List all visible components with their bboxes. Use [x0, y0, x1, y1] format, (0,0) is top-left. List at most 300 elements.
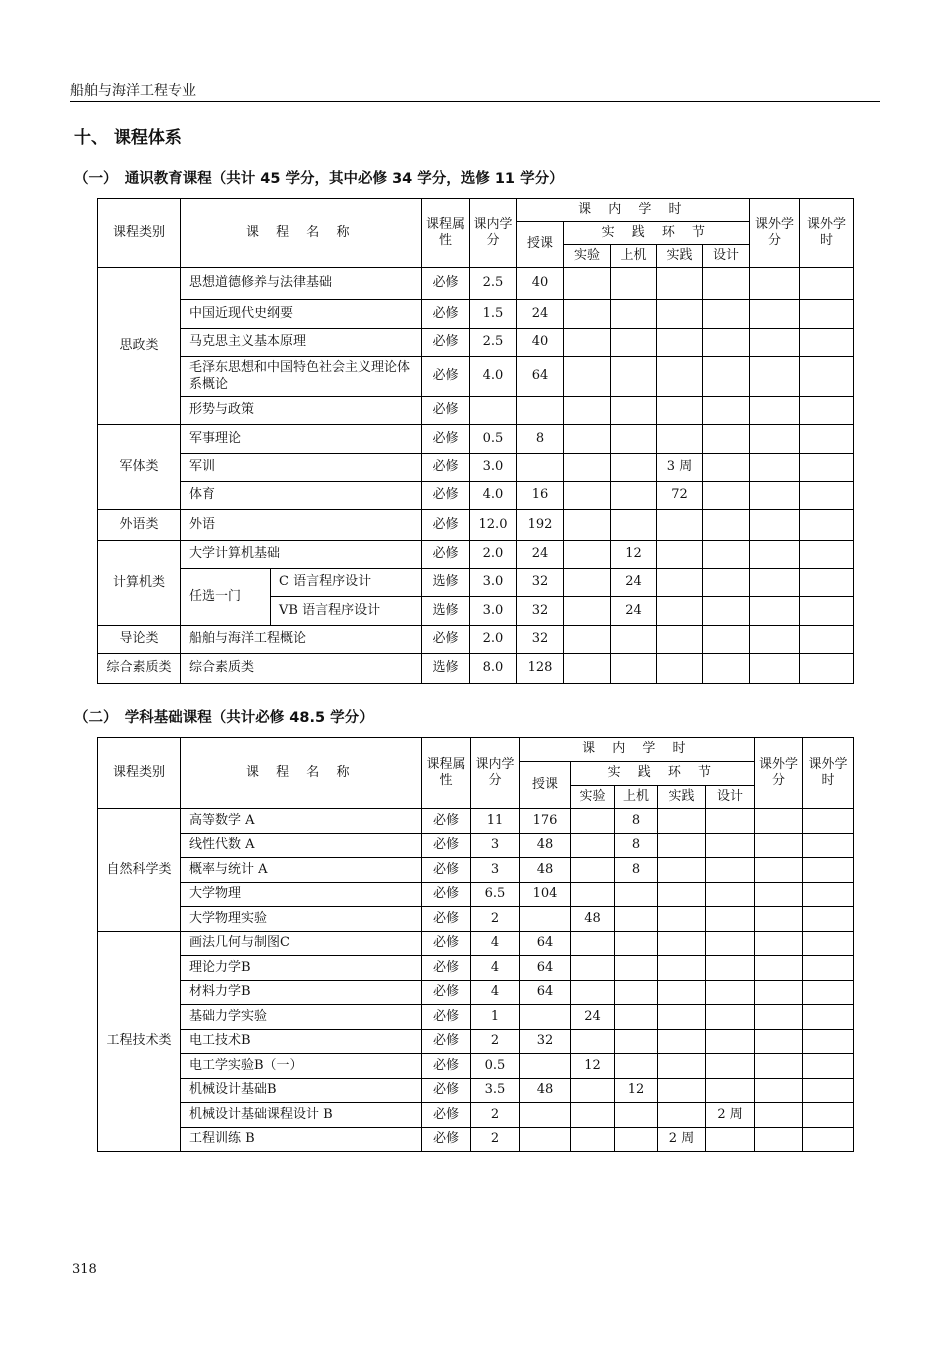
cell-ext-credit [755, 809, 803, 834]
cell-prac [657, 597, 703, 626]
cell-computer [615, 956, 658, 981]
table-row [98, 510, 854, 541]
header-credit: 课内学分 [471, 738, 520, 809]
course-name: 船舶与海洋工程概论 [181, 626, 422, 654]
cell-design [703, 654, 750, 684]
cell-credit: 2.0 [470, 626, 517, 654]
cell-prac [657, 425, 703, 454]
cell-lecture: 48 [520, 1078, 571, 1103]
table-row [98, 626, 854, 654]
table-row [98, 858, 854, 883]
category-cell: 自然科学类 [98, 809, 181, 932]
cell-lab [564, 626, 611, 654]
cell-attr: 必修 [422, 1029, 471, 1054]
table-row [98, 956, 854, 981]
category-cell: 思政类 [98, 268, 181, 425]
cell-ext-hours [800, 541, 854, 569]
cell-computer [611, 482, 657, 510]
cell-ext-credit [750, 300, 800, 329]
cell-prac [657, 541, 703, 569]
course-name: 电工学实验B（一） [181, 1054, 422, 1079]
cell-design [703, 510, 750, 541]
cell-computer [611, 300, 657, 329]
cell-prac [657, 357, 703, 397]
cell-ext-credit [750, 510, 800, 541]
cell-ext-hours [803, 1127, 854, 1152]
course-name: 形势与政策 [181, 397, 422, 425]
running-header: 船舶与海洋工程专业 [70, 83, 196, 99]
cell-lecture: 24 [517, 300, 564, 329]
cell-credit: 2.5 [470, 329, 517, 357]
cell-attr: 必修 [422, 541, 470, 569]
cell-prac [657, 510, 703, 541]
cell-ext-hours [800, 357, 854, 397]
cell-ext-credit [755, 858, 803, 883]
cell-prac [658, 907, 706, 932]
cell-credit: 3 [471, 858, 520, 883]
cell-lecture [520, 1005, 571, 1030]
cell-credit: 2 [471, 1029, 520, 1054]
category-cell: 军体类 [98, 425, 181, 510]
cell-lab: 24 [571, 1005, 615, 1030]
cell-credit: 6.5 [471, 882, 520, 907]
cell-prac [657, 397, 703, 425]
course-name: 机械设计基础B [181, 1078, 422, 1103]
cell-lab [571, 1078, 615, 1103]
table-row [98, 931, 854, 956]
cell-lab [564, 597, 611, 626]
cell-ext-credit [755, 980, 803, 1005]
cell-lab [571, 980, 615, 1005]
table-row [98, 1103, 854, 1128]
table-row [98, 268, 854, 300]
cell-design [703, 425, 750, 454]
course-name: 马克思主义基本原理 [181, 329, 422, 357]
cell-attr: 必修 [422, 882, 471, 907]
course-name: 材料力学B [181, 980, 422, 1005]
cell-ext-hours [800, 454, 854, 482]
cell-ext-credit [750, 569, 800, 597]
cell-design [706, 1005, 755, 1030]
cell-design [706, 980, 755, 1005]
cell-ext-credit [750, 425, 800, 454]
cell-lab [571, 858, 615, 883]
cell-prac: 3 周 [657, 454, 703, 482]
cell-design [703, 454, 750, 482]
cell-lab [564, 454, 611, 482]
cell-computer [615, 1127, 658, 1152]
cell-design [706, 1029, 755, 1054]
cell-credit: 0.5 [470, 425, 517, 454]
cell-design [703, 541, 750, 569]
cell-lecture: 32 [517, 597, 564, 626]
table-row [98, 569, 854, 597]
course-name: C 语言程序设计 [271, 569, 422, 597]
cell-computer [615, 931, 658, 956]
cell-computer [615, 1054, 658, 1079]
course-name: 大学物理实验 [181, 907, 422, 932]
table-row [98, 357, 854, 397]
cell-ext-credit [750, 268, 800, 300]
table-row [98, 882, 854, 907]
table-row [98, 329, 854, 357]
cell-computer: 12 [615, 1078, 658, 1103]
cell-computer [615, 980, 658, 1005]
category-cell: 外语类 [98, 510, 181, 541]
table2-title: （二） 学科基础课程（共计必修 48.5 学分） [74, 710, 374, 726]
cell-attr: 必修 [422, 1005, 471, 1030]
cell-prac [657, 300, 703, 329]
discipline-basic-table [97, 737, 854, 1152]
category-cell: 工程技术类 [98, 931, 181, 1152]
cell-lecture: 48 [520, 833, 571, 858]
cell-attr: 必修 [422, 858, 471, 883]
cell-design [706, 882, 755, 907]
cell-design: 2 周 [706, 1103, 755, 1128]
course-name: 基础力学实验 [181, 1005, 422, 1030]
cell-computer [611, 268, 657, 300]
cell-design [706, 833, 755, 858]
cell-lab [564, 482, 611, 510]
header-prac: 实践 [658, 786, 706, 809]
header-lab: 实验 [564, 245, 611, 268]
cell-credit: 0.5 [471, 1054, 520, 1079]
cell-prac [658, 1029, 706, 1054]
cell-credit: 2 [471, 1103, 520, 1128]
header-practice: 实 践 环 节 [564, 222, 750, 245]
cell-lab [564, 300, 611, 329]
cell-design [703, 268, 750, 300]
cell-credit: 2.0 [470, 541, 517, 569]
cell-credit: 1 [471, 1005, 520, 1030]
cell-computer [611, 425, 657, 454]
header-lab: 实验 [571, 786, 615, 809]
table-row [98, 654, 854, 684]
page-number: 318 [72, 1262, 97, 1277]
cell-lecture [517, 397, 564, 425]
cell-ext-credit [755, 882, 803, 907]
header-course-name: 课 程 名 称 [181, 738, 422, 809]
cell-prac [658, 833, 706, 858]
cell-prac [657, 654, 703, 684]
cell-attr: 必修 [422, 329, 470, 357]
header-category: 课程类别 [98, 738, 181, 809]
table-row [98, 482, 854, 510]
cell-credit: 2 [471, 1127, 520, 1152]
cell-prac [658, 931, 706, 956]
header-ext-hours: 课外学时 [800, 199, 854, 268]
cell-design [706, 1054, 755, 1079]
table-row [98, 541, 854, 569]
cell-lecture: 40 [517, 268, 564, 300]
header-credit: 课内学分 [470, 199, 517, 268]
cell-credit: 2.5 [470, 268, 517, 300]
cell-credit: 8.0 [470, 654, 517, 684]
cell-ext-credit [755, 931, 803, 956]
cell-lecture: 104 [520, 882, 571, 907]
cell-computer: 24 [611, 569, 657, 597]
cell-ext-credit [755, 1127, 803, 1152]
cell-attr: 必修 [422, 482, 470, 510]
cell-ext-hours [800, 626, 854, 654]
table-row [98, 833, 854, 858]
course-name: VB 语言程序设计 [271, 597, 422, 626]
cell-lab [571, 1127, 615, 1152]
cell-computer [611, 397, 657, 425]
cell-computer [615, 1103, 658, 1128]
cell-ext-hours [803, 833, 854, 858]
table-row [98, 1005, 854, 1030]
cell-prac [658, 1005, 706, 1030]
category-cell: 计算机类 [98, 541, 181, 626]
table1-title: （一） 通识教育课程（共计 45 学分，其中必修 34 学分，选修 11 学分） [74, 171, 564, 187]
cell-attr: 必修 [422, 268, 470, 300]
cell-ext-hours [800, 329, 854, 357]
cell-credit [470, 397, 517, 425]
table-row [98, 1078, 854, 1103]
cell-attr: 必修 [422, 809, 471, 834]
cell-computer: 24 [611, 597, 657, 626]
cell-ext-hours [803, 1029, 854, 1054]
cell-computer [611, 454, 657, 482]
cell-computer: 12 [611, 541, 657, 569]
choose-one-cell: 任选一门 [181, 569, 271, 626]
course-name: 综合素质类 [181, 654, 422, 684]
cell-lab [571, 931, 615, 956]
cell-credit: 2 [471, 907, 520, 932]
cell-design [706, 858, 755, 883]
cell-lab: 12 [571, 1054, 615, 1079]
cell-computer [615, 907, 658, 932]
cell-design [703, 569, 750, 597]
cell-lab [571, 956, 615, 981]
cell-lecture: 64 [520, 931, 571, 956]
cell-attr: 必修 [422, 980, 471, 1005]
cell-attr: 必修 [422, 833, 471, 858]
cell-attr: 选修 [422, 654, 470, 684]
header-design: 设计 [703, 245, 750, 268]
cell-credit: 4 [471, 931, 520, 956]
cell-lab [564, 357, 611, 397]
cell-prac [658, 809, 706, 834]
cell-ext-hours [800, 397, 854, 425]
cell-ext-hours [800, 482, 854, 510]
cell-attr: 必修 [422, 1103, 471, 1128]
cell-design [703, 300, 750, 329]
cell-prac: 72 [657, 482, 703, 510]
cell-computer [611, 329, 657, 357]
cell-ext-credit [750, 597, 800, 626]
cell-ext-credit [750, 626, 800, 654]
cell-computer [611, 654, 657, 684]
cell-ext-hours [800, 510, 854, 541]
cell-ext-hours [803, 809, 854, 834]
cell-lab [571, 1103, 615, 1128]
table-row [98, 980, 854, 1005]
cell-credit: 3.0 [470, 597, 517, 626]
cell-ext-hours [803, 1078, 854, 1103]
course-name: 毛泽东思想和中国特色社会主义理论体系概论 [181, 357, 422, 397]
cell-design [703, 329, 750, 357]
course-name: 工程训练 B [181, 1127, 422, 1152]
table-row [98, 300, 854, 329]
cell-prac [658, 858, 706, 883]
cell-design [706, 1127, 755, 1152]
cell-ext-hours [800, 425, 854, 454]
cell-ext-hours [803, 931, 854, 956]
header-lecture: 授课 [520, 762, 571, 809]
cell-lab [564, 329, 611, 357]
cell-lecture: 16 [517, 482, 564, 510]
cell-computer: 8 [615, 858, 658, 883]
course-name: 电工技术B [181, 1029, 422, 1054]
cell-credit: 3.0 [470, 569, 517, 597]
cell-lecture: 192 [517, 510, 564, 541]
cell-lecture: 8 [517, 425, 564, 454]
header-course-name: 课 程 名 称 [181, 199, 422, 268]
header-computer: 上机 [611, 245, 657, 268]
cell-lab [564, 268, 611, 300]
header-inner-hours: 课 内 学 时 [517, 199, 750, 222]
header-ext-credit: 课外学分 [755, 738, 803, 809]
cell-lecture: 176 [520, 809, 571, 834]
cell-lab [571, 809, 615, 834]
cell-prac [657, 569, 703, 597]
cell-ext-hours [803, 980, 854, 1005]
cell-lab [564, 654, 611, 684]
cell-lab [571, 833, 615, 858]
cell-prac [657, 626, 703, 654]
cell-credit: 4.0 [470, 357, 517, 397]
cell-prac [658, 882, 706, 907]
cell-lab: 48 [571, 907, 615, 932]
cell-ext-hours [803, 858, 854, 883]
cell-lab [564, 397, 611, 425]
cell-lecture: 32 [520, 1029, 571, 1054]
cell-ext-hours [803, 956, 854, 981]
table-row [98, 1127, 854, 1152]
course-name: 军事理论 [181, 425, 422, 454]
cell-ext-hours [803, 1103, 854, 1128]
cell-lecture: 24 [517, 541, 564, 569]
cell-design [706, 809, 755, 834]
course-name: 理论力学B [181, 956, 422, 981]
cell-ext-hours [803, 1005, 854, 1030]
cell-credit: 3 [471, 833, 520, 858]
header-rule [70, 101, 880, 102]
course-name: 外语 [181, 510, 422, 541]
cell-design [706, 1078, 755, 1103]
course-name: 机械设计基础课程设计 B [181, 1103, 422, 1128]
cell-lecture: 128 [517, 654, 564, 684]
cell-prac [658, 980, 706, 1005]
cell-lecture [520, 1054, 571, 1079]
cell-lecture: 40 [517, 329, 564, 357]
category-cell: 导论类 [98, 626, 181, 654]
cell-design [703, 357, 750, 397]
cell-ext-credit [755, 1078, 803, 1103]
cell-attr: 必修 [422, 454, 470, 482]
cell-ext-credit [755, 833, 803, 858]
cell-prac [658, 1078, 706, 1103]
header-attribute: 课程属性 [422, 199, 470, 268]
cell-lecture [520, 907, 571, 932]
cell-lecture: 64 [520, 980, 571, 1005]
general-education-table [97, 198, 854, 684]
header-lecture: 授课 [517, 222, 564, 268]
cell-computer [611, 626, 657, 654]
cell-computer [615, 1005, 658, 1030]
cell-prac [657, 329, 703, 357]
cell-attr: 必修 [422, 300, 470, 329]
cell-prac [658, 1054, 706, 1079]
cell-lab [571, 1029, 615, 1054]
cell-attr: 必修 [422, 425, 470, 454]
cell-attr: 必修 [422, 956, 471, 981]
table-row [98, 907, 854, 932]
cell-attr: 选修 [422, 597, 470, 626]
cell-ext-hours [800, 597, 854, 626]
cell-ext-credit [750, 397, 800, 425]
cell-lab [564, 425, 611, 454]
course-name: 思想道德修养与法律基础 [181, 268, 422, 300]
category-cell: 综合素质类 [98, 654, 181, 684]
cell-ext-hours [800, 300, 854, 329]
course-name: 高等数学 A [181, 809, 422, 834]
cell-credit: 1.5 [470, 300, 517, 329]
table-row [98, 1054, 854, 1079]
cell-credit: 3.0 [470, 454, 517, 482]
cell-ext-hours [800, 268, 854, 300]
cell-lecture: 64 [517, 357, 564, 397]
cell-ext-credit [750, 329, 800, 357]
cell-ext-hours [800, 654, 854, 684]
course-name: 军训 [181, 454, 422, 482]
cell-lecture: 64 [520, 956, 571, 981]
table-row [98, 1029, 854, 1054]
cell-lecture: 32 [517, 626, 564, 654]
course-name: 线性代数 A [181, 833, 422, 858]
cell-attr: 必修 [422, 1054, 471, 1079]
course-name: 体育 [181, 482, 422, 510]
cell-ext-credit [750, 357, 800, 397]
header-attribute: 课程属性 [422, 738, 471, 809]
cell-ext-credit [755, 907, 803, 932]
cell-attr: 必修 [422, 931, 471, 956]
cell-ext-hours [803, 1054, 854, 1079]
cell-attr: 必修 [422, 357, 470, 397]
cell-ext-credit [755, 1103, 803, 1128]
cell-attr: 必修 [422, 510, 470, 541]
header-ext-credit: 课外学分 [750, 199, 800, 268]
cell-credit: 11 [471, 809, 520, 834]
cell-prac [658, 956, 706, 981]
cell-lab [564, 541, 611, 569]
cell-lab [564, 510, 611, 541]
course-name: 大学物理 [181, 882, 422, 907]
course-name: 中国近现代史纲要 [181, 300, 422, 329]
cell-attr: 必修 [422, 626, 470, 654]
header-category: 课程类别 [98, 199, 181, 268]
cell-attr: 必修 [422, 907, 471, 932]
cell-credit: 3.5 [471, 1078, 520, 1103]
cell-computer [615, 1029, 658, 1054]
cell-ext-credit [750, 482, 800, 510]
course-name: 概率与统计 A [181, 858, 422, 883]
cell-attr: 必修 [422, 1078, 471, 1103]
cell-prac [658, 1103, 706, 1128]
table-row [98, 425, 854, 454]
